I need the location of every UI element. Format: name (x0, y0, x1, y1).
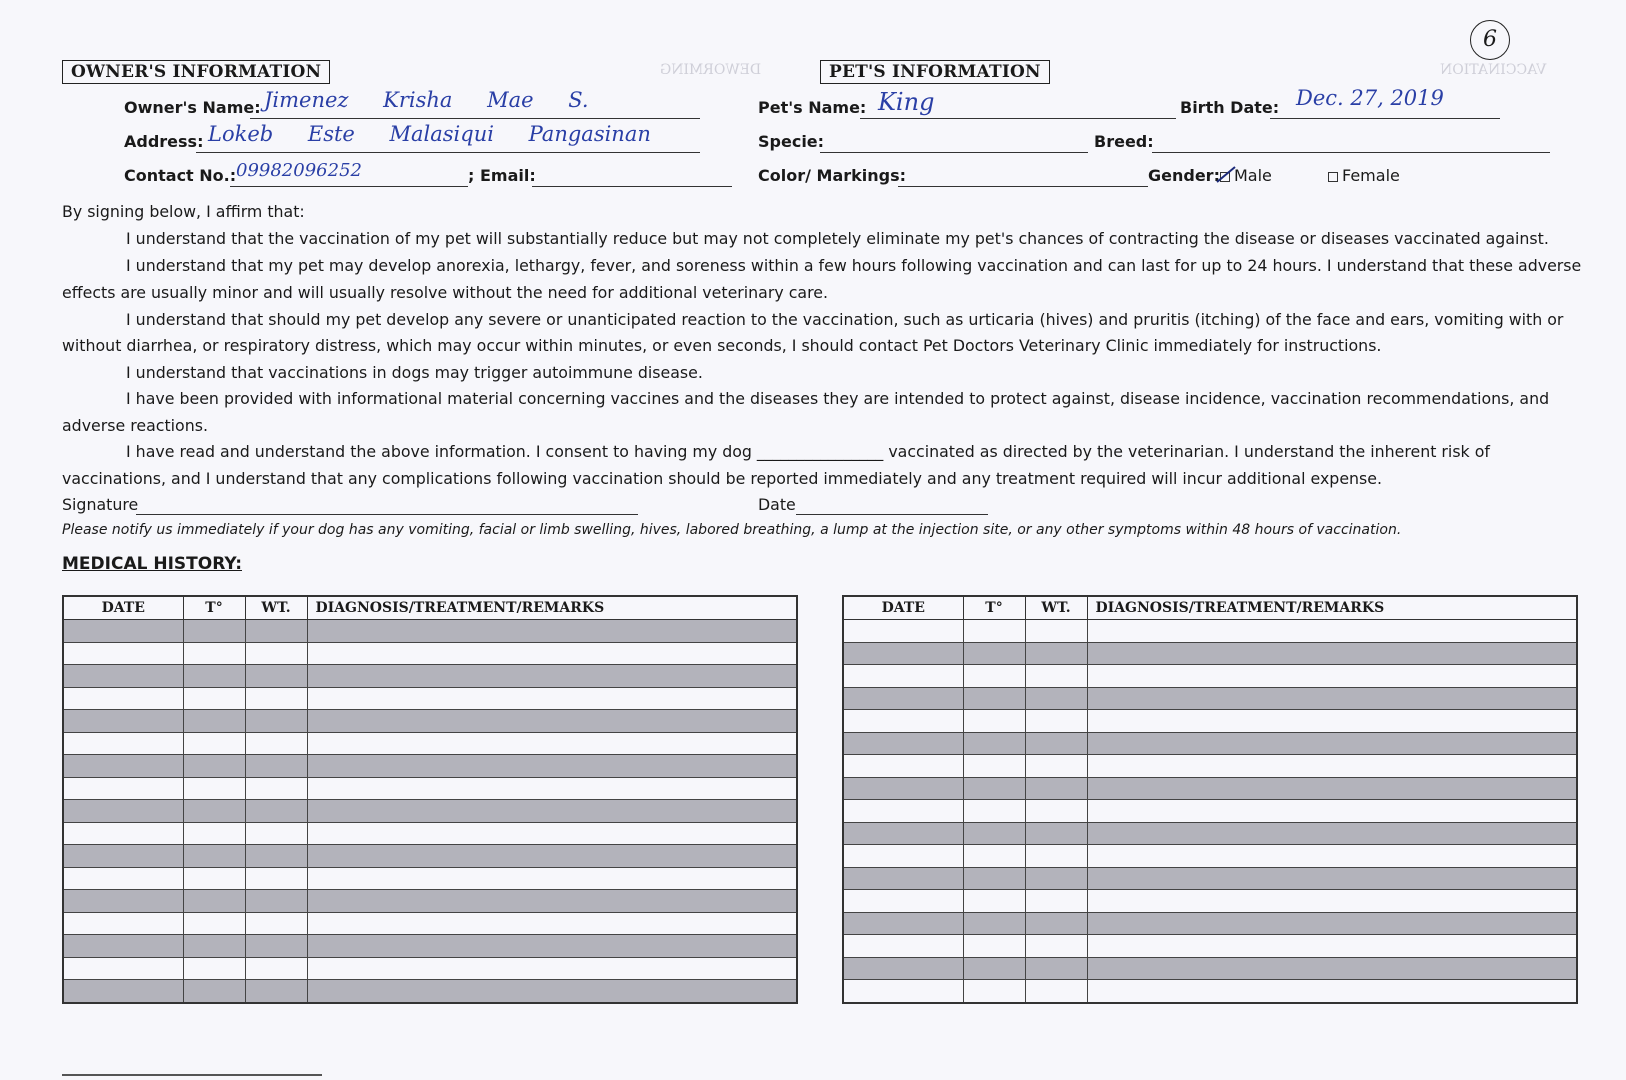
date-cell[interactable] (63, 822, 183, 845)
temp-cell[interactable] (963, 845, 1025, 868)
col-diagnosis-header: DIAGNOSIS/TREATMENT/REMARKS (1087, 596, 1577, 620)
date-cell[interactable] (63, 867, 183, 890)
table-row (843, 935, 1577, 958)
temp-cell[interactable] (963, 755, 1025, 778)
date-cell[interactable] (63, 935, 183, 958)
diagnosis-cell[interactable] (307, 687, 797, 710)
diagnosis-cell[interactable] (1087, 845, 1577, 868)
col-temp-header: T° (183, 596, 245, 620)
date-cell[interactable] (843, 867, 963, 890)
diagnosis-cell[interactable] (307, 777, 797, 800)
weight-cell[interactable] (1025, 642, 1087, 665)
owner-name-label: Owner's Name: (124, 98, 261, 117)
diagnosis-cell[interactable] (1087, 642, 1577, 665)
temp-cell[interactable] (183, 935, 245, 958)
table-row (843, 642, 1577, 665)
checkmark-icon (1215, 165, 1237, 185)
male-checkbox[interactable] (1220, 172, 1230, 182)
temp-cell[interactable] (963, 620, 1025, 643)
diagnosis-cell[interactable] (1087, 867, 1577, 890)
date-cell[interactable] (843, 980, 963, 1003)
birth-date-label: Birth Date: (1180, 98, 1280, 117)
temp-cell[interactable] (963, 800, 1025, 823)
diagnosis-cell[interactable] (307, 935, 797, 958)
temp-cell[interactable] (183, 755, 245, 778)
diagnosis-cell[interactable] (307, 822, 797, 845)
diagnosis-cell[interactable] (1087, 890, 1577, 913)
diagnosis-cell[interactable] (1087, 912, 1577, 935)
date-cell[interactable] (63, 957, 183, 980)
bleed-through-deworming: DEWORMING (660, 62, 762, 78)
diagnosis-cell[interactable] (307, 845, 797, 868)
table-row (843, 867, 1577, 890)
temp-cell[interactable] (183, 822, 245, 845)
weight-cell[interactable] (1025, 777, 1087, 800)
table-row (63, 642, 797, 665)
table-row (63, 665, 797, 688)
table-row (63, 800, 797, 823)
table-row (63, 845, 797, 868)
diagnosis-cell[interactable] (307, 957, 797, 980)
owner-info-heading: OWNER'S INFORMATION (62, 60, 330, 84)
table-row (843, 845, 1577, 868)
temp-cell[interactable] (183, 642, 245, 665)
temp-cell[interactable] (963, 822, 1025, 845)
diagnosis-cell[interactable] (307, 620, 797, 643)
col-weight-header: WT. (245, 596, 307, 620)
col-temp-header: T° (963, 596, 1025, 620)
diagnosis-cell[interactable] (1087, 822, 1577, 845)
table-row (843, 822, 1577, 845)
weight-cell[interactable] (245, 890, 307, 913)
consent-line-6: I understand that vaccinations in dogs may trigger autoimmune disease. (126, 363, 703, 382)
diagnosis-cell[interactable] (1087, 980, 1577, 1003)
diagnosis-cell[interactable] (307, 800, 797, 823)
owner-name-field[interactable]: Jimenez Krisha Mae S. (264, 88, 589, 112)
email-line (532, 186, 732, 187)
weight-cell[interactable] (245, 912, 307, 935)
temp-cell[interactable] (183, 845, 245, 868)
temp-cell[interactable] (183, 912, 245, 935)
owner-name-line (250, 118, 700, 119)
date-cell[interactable] (843, 912, 963, 935)
date-cell[interactable] (843, 755, 963, 778)
temp-cell[interactable] (183, 732, 245, 755)
date-cell[interactable] (63, 890, 183, 913)
weight-cell[interactable] (1025, 665, 1087, 688)
diagnosis-cell[interactable] (307, 912, 797, 935)
table-row (843, 957, 1577, 980)
weight-cell[interactable] (1025, 732, 1087, 755)
breed-line (1152, 152, 1550, 153)
table-row (63, 957, 797, 980)
table-row (63, 912, 797, 935)
contact-field[interactable]: 09982096252 (236, 160, 362, 181)
consent-line-7: I have been provided with informational material concerning vaccines and the diseases they are intended to protect against, disease incidence, vaccination recommendations, and (126, 389, 1550, 408)
signature-label: Signature (62, 495, 139, 514)
col-diagnosis-header: DIAGNOSIS/TREATMENT/REMARKS (307, 596, 797, 620)
weight-cell[interactable] (1025, 800, 1087, 823)
birth-date-field[interactable]: Dec. 27, 2019 (1296, 86, 1444, 110)
color-markings-label: Color/ Markings: (758, 166, 907, 185)
temp-cell[interactable] (183, 687, 245, 710)
date-cell[interactable] (63, 777, 183, 800)
temp-cell[interactable] (183, 665, 245, 688)
weight-cell[interactable] (245, 732, 307, 755)
diagnosis-cell[interactable] (307, 867, 797, 890)
temp-cell[interactable] (963, 867, 1025, 890)
date-cell[interactable] (843, 957, 963, 980)
diagnosis-cell[interactable] (1087, 687, 1577, 710)
date-cell[interactable] (63, 800, 183, 823)
table-row (843, 665, 1577, 688)
diagnosis-cell[interactable] (1087, 777, 1577, 800)
temp-cell[interactable] (183, 800, 245, 823)
date-cell[interactable] (63, 620, 183, 643)
email-label: ; Email: (468, 166, 536, 185)
gender-male-option[interactable] (1220, 166, 1272, 185)
table-row (63, 935, 797, 958)
col-date-header: DATE (843, 596, 963, 620)
table-row (843, 912, 1577, 935)
weight-cell[interactable] (1025, 687, 1087, 710)
scan-edge-line (62, 1074, 322, 1076)
date-cell[interactable] (843, 732, 963, 755)
diagnosis-cell[interactable] (307, 642, 797, 665)
date-cell[interactable] (843, 642, 963, 665)
diagnosis-cell[interactable] (307, 732, 797, 755)
table-row (843, 710, 1577, 733)
table-row (63, 755, 797, 778)
specie-line (820, 152, 1088, 153)
weight-cell[interactable] (245, 755, 307, 778)
weight-cell[interactable] (245, 980, 307, 1003)
gender-female-option[interactable] (1328, 166, 1400, 185)
temp-cell[interactable] (963, 912, 1025, 935)
diagnosis-cell[interactable] (1087, 665, 1577, 688)
table-row (63, 777, 797, 800)
date-cell[interactable] (63, 980, 183, 1003)
diagnosis-cell[interactable] (307, 710, 797, 733)
signature-line[interactable] (136, 514, 638, 515)
address-field[interactable]: Lokeb Este Malasiqui Pangasinan (208, 122, 651, 146)
pet-name-label: Pet's Name: (758, 98, 867, 117)
contact-label: Contact No.: (124, 166, 237, 185)
weight-cell[interactable] (1025, 710, 1087, 733)
temp-cell[interactable] (963, 710, 1025, 733)
diagnosis-cell[interactable] (1087, 755, 1577, 778)
table-row (63, 890, 797, 913)
temp-cell[interactable] (183, 980, 245, 1003)
weight-cell[interactable] (245, 957, 307, 980)
date-cell[interactable] (63, 687, 183, 710)
temp-cell[interactable] (963, 957, 1025, 980)
diagnosis-cell[interactable] (307, 755, 797, 778)
color-markings-line (898, 186, 1148, 187)
diagnosis-cell[interactable] (1087, 620, 1577, 643)
temp-cell[interactable] (183, 777, 245, 800)
temp-cell[interactable] (963, 890, 1025, 913)
address-line (196, 152, 700, 153)
date-cell[interactable] (843, 845, 963, 868)
weight-cell[interactable] (1025, 867, 1087, 890)
table-row (63, 732, 797, 755)
diagnosis-cell[interactable] (1087, 710, 1577, 733)
temp-cell[interactable] (963, 935, 1025, 958)
diagnosis-cell[interactable] (307, 665, 797, 688)
weight-cell[interactable] (245, 665, 307, 688)
consent-line-9: I have read and understand the above information. I consent to having my dog ________________ vaccinated as directed by the veterinarian. I understand the inherent risk of (126, 442, 1490, 461)
date-cell[interactable] (843, 687, 963, 710)
temp-cell[interactable] (963, 687, 1025, 710)
table-row (843, 777, 1577, 800)
temp-cell[interactable] (963, 642, 1025, 665)
date-cell[interactable] (63, 665, 183, 688)
consent-line-4: I understand that should my pet develop any severe or unanticipated reaction to the vaccination, such as urticaria (hives) and pruritis (itching) of the face and ears, vomiting with or (126, 310, 1564, 329)
date-cell[interactable] (843, 665, 963, 688)
diagnosis-cell[interactable] (307, 980, 797, 1003)
date-cell[interactable] (63, 642, 183, 665)
weight-cell[interactable] (245, 867, 307, 890)
table-row (843, 800, 1577, 823)
pet-info-heading: PET'S INFORMATION (820, 60, 1050, 84)
date-cell[interactable] (843, 620, 963, 643)
consent-line-10: vaccinations, and I understand that any complications following vaccination should be reported immediately and any treatment required will incur additional expense. (62, 469, 1383, 488)
weight-cell[interactable] (1025, 912, 1087, 935)
temp-cell[interactable] (183, 867, 245, 890)
consent-line-5: without diarrhea, or respiratory distress, which may occur within minutes, or even seconds, I should contact Pet Doctors Veterinary Clinic immediately for instructions. (62, 336, 1382, 355)
female-checkbox[interactable] (1328, 172, 1338, 182)
weight-cell[interactable] (245, 777, 307, 800)
weight-cell[interactable] (1025, 755, 1087, 778)
temp-cell[interactable] (963, 980, 1025, 1003)
col-date-header: DATE (63, 596, 183, 620)
weight-cell[interactable] (245, 642, 307, 665)
weight-cell[interactable] (1025, 890, 1087, 913)
consent-line-1: I understand that the vaccination of my pet will substantially reduce but may not completely eliminate my pet's chances of contracting the disease or diseases vaccinated against. (126, 229, 1549, 248)
date-cell[interactable] (843, 935, 963, 958)
table-row (63, 687, 797, 710)
date-cell[interactable] (843, 822, 963, 845)
medical-history-table-left (62, 595, 798, 1004)
temp-cell[interactable] (183, 620, 245, 643)
consent-line-3: effects are usually minor and will usually resolve without the need for additional veterinary care. (62, 283, 828, 302)
col-weight-header: WT. (1025, 596, 1087, 620)
consent-intro: By signing below, I affirm that: (62, 202, 305, 221)
weight-cell[interactable] (1025, 980, 1087, 1003)
table-row (63, 867, 797, 890)
notice-text: Please notify us immediately if your dog has any vomiting, facial or limb swelling, hives, labored breathing, a lump at the injection site, or any other symptoms within 48 hours of vaccination. (62, 522, 1402, 538)
temp-cell[interactable] (183, 890, 245, 913)
date-cell[interactable] (63, 912, 183, 935)
temp-cell[interactable] (183, 710, 245, 733)
table-row (843, 620, 1577, 643)
date-cell[interactable] (843, 890, 963, 913)
consent-line-8: adverse reactions. (62, 416, 208, 435)
contact-line (230, 186, 468, 187)
pet-name-field[interactable]: King (878, 88, 935, 116)
weight-cell[interactable] (1025, 845, 1087, 868)
weight-cell[interactable] (245, 687, 307, 710)
weight-cell[interactable] (245, 845, 307, 868)
date-cell[interactable] (63, 732, 183, 755)
medical-history-table-right (842, 595, 1578, 1004)
medical-history-title: MEDICAL HISTORY: (62, 554, 242, 574)
table-row (843, 732, 1577, 755)
table-row (843, 890, 1577, 913)
weight-cell[interactable] (245, 620, 307, 643)
bleed-through-vaccination: VACCINATION (1440, 62, 1547, 78)
gender-label: Gender: (1148, 166, 1220, 185)
temp-cell[interactable] (183, 957, 245, 980)
page-number-marker: 6 (1470, 20, 1510, 60)
birth-date-line (1270, 118, 1500, 119)
date-cell[interactable] (843, 800, 963, 823)
weight-cell[interactable] (245, 935, 307, 958)
pet-name-line (860, 118, 1176, 119)
weight-cell[interactable] (1025, 957, 1087, 980)
diagnosis-cell[interactable] (1087, 935, 1577, 958)
table-row (843, 687, 1577, 710)
weight-cell[interactable] (1025, 822, 1087, 845)
temp-cell[interactable] (963, 732, 1025, 755)
table-row (63, 620, 797, 643)
diagnosis-cell[interactable] (1087, 957, 1577, 980)
weight-cell[interactable] (245, 710, 307, 733)
diagnosis-cell[interactable] (307, 890, 797, 913)
female-label: Female (1342, 166, 1400, 185)
weight-cell[interactable] (245, 800, 307, 823)
date-cell[interactable] (843, 710, 963, 733)
date-cell[interactable] (63, 845, 183, 868)
diagnosis-cell[interactable] (1087, 732, 1577, 755)
table-row (63, 980, 797, 1003)
table-row (63, 822, 797, 845)
breed-label: Breed: (1094, 132, 1154, 151)
date-cell[interactable] (63, 755, 183, 778)
date-label: Date (758, 495, 796, 514)
temp-cell[interactable] (963, 777, 1025, 800)
consent-line-2: I understand that my pet may develop anorexia, lethargy, fever, and soreness within a few hours following vaccination and can last for up to 24 hours. I understand that these adverse (126, 256, 1582, 275)
date-cell[interactable] (843, 777, 963, 800)
weight-cell[interactable] (1025, 935, 1087, 958)
table-row (843, 755, 1577, 778)
male-label: Male (1234, 166, 1272, 185)
address-label: Address: (124, 132, 204, 151)
table-row (843, 980, 1577, 1003)
weight-cell[interactable] (1025, 620, 1087, 643)
temp-cell[interactable] (963, 665, 1025, 688)
date-line[interactable] (796, 514, 988, 515)
diagnosis-cell[interactable] (1087, 800, 1577, 823)
specie-label: Specie: (758, 132, 825, 151)
date-cell[interactable] (63, 710, 183, 733)
weight-cell[interactable] (245, 822, 307, 845)
table-row (63, 710, 797, 733)
